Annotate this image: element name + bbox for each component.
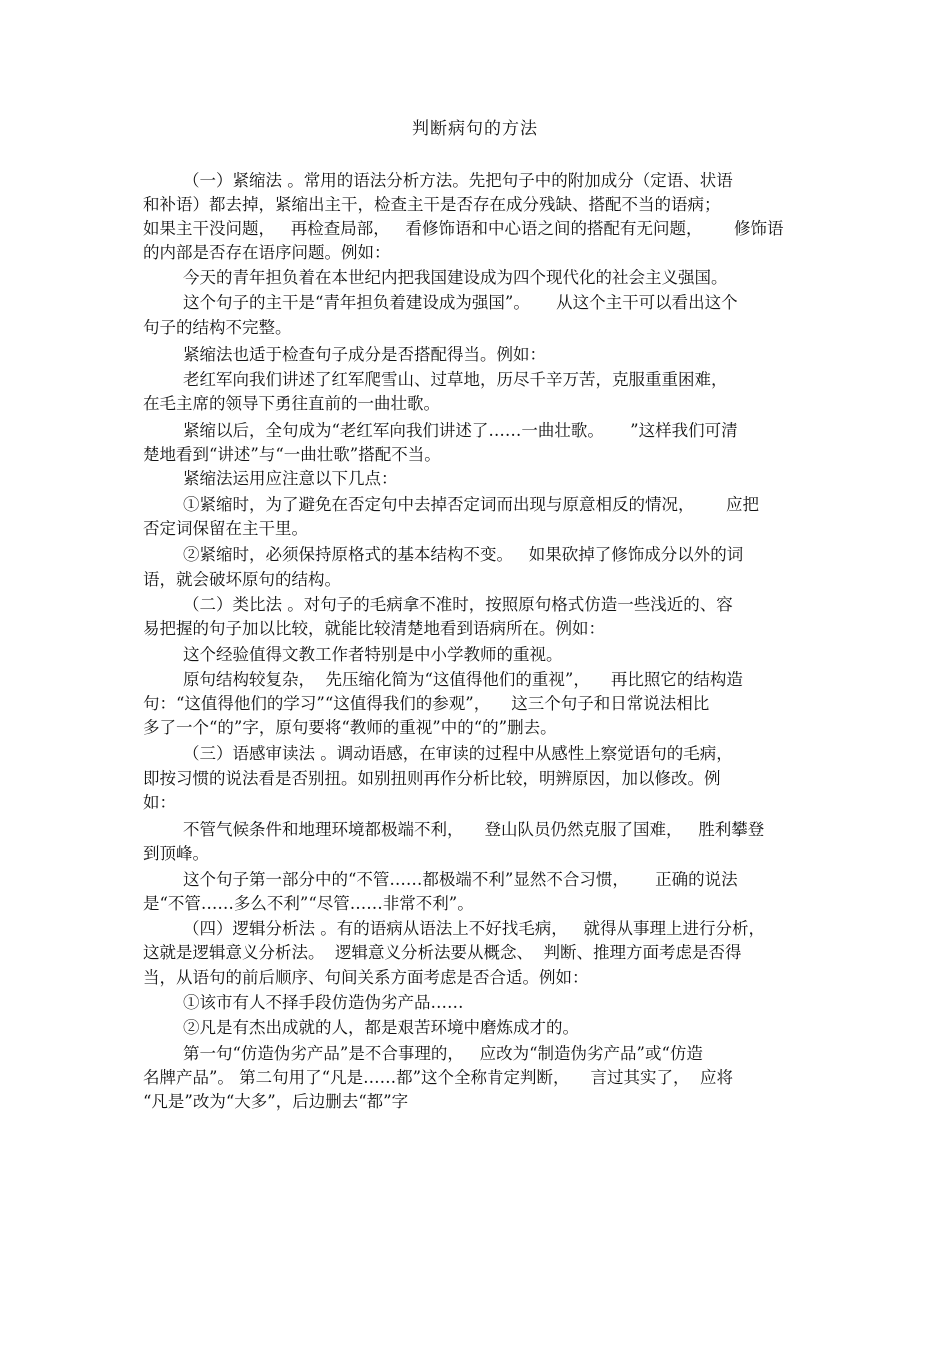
text-line: ①紧缩时，为了避免在否定句中去掉否定词而出现与原意相反的情况， 应把 — [183, 495, 759, 514]
text-line: 这个句子的主干是“青年担负着建设成为强国”。 从这个主干可以看出这个 — [183, 293, 738, 312]
text-line: 是“不管……多么不利”“尽管……非常不利”。 — [143, 894, 474, 913]
text-line: ①该市有人不择手段仿造伪劣产品…… — [183, 993, 464, 1012]
text-line: 当，从语句的前后顺序、句间关系方面考虑是否合适。例如： — [143, 968, 589, 987]
page-title: 判断病句的方法 — [412, 119, 538, 139]
text-line: 到顶峰。 — [143, 844, 209, 863]
text-line: 句子的结构不完整。 — [143, 318, 292, 337]
text-line: 易把握的句子加以比较，就能比较清楚地看到语病所在。例如： — [143, 619, 605, 638]
text-line: 不管气候条件和地理环境都极端不利， 登山队员仍然克服了国难， 胜利攀登 — [183, 820, 765, 839]
text-line: （二）类比法 。对句子的毛病拿不准时，按照原句格式仿造一些浅近的、容 — [183, 595, 733, 614]
text-line: 老红军向我们讲述了红军爬雪山、过草地，历尽千辛万苦，克服重重困难， — [183, 370, 728, 389]
text-line: 如： — [143, 793, 176, 812]
text-line: 即按习惯的说法看是否别扭。如别扭则再作分析比较，明辨原因，加以修改。例 — [143, 769, 721, 788]
text-line: （三）语感审读法 。调动语感，在审读的过程中从感性上察觉语句的毛病， — [183, 744, 733, 763]
text-line: 句：“这值得他们的学习”“这值得我们的参观”， 这三个句子和日常说法相比 — [143, 694, 710, 713]
text-line: 这个经验值得文教工作者特别是中小学教师的重视。 — [183, 645, 563, 664]
text-line: 名牌产品”。 第二句用了“凡是……都”这个全称肯定判断， 言过其实了， 应将 — [143, 1068, 734, 1087]
text-line: “凡是”改为“大多”，后边删去“都”字 — [143, 1092, 409, 1111]
text-line: 和补语）都去掉，紧缩出主干，检查主干是否存在成分残缺、搭配不当的语病； — [143, 195, 721, 214]
text-line: 否定词保留在主干里。 — [143, 519, 308, 538]
text-line: ②凡是有杰出成就的人，都是艰苦环境中磨炼成才的。 — [183, 1018, 579, 1037]
text-line: （一）紧缩法 。常用的语法分析方法。先把句子中的附加成分（定语、状语 — [183, 171, 733, 190]
text-line: 紧缩法也适于检查句子成分是否搭配得当。例如： — [183, 345, 546, 364]
text-line: 在毛主席的领导下勇往直前的一曲壮歌。 — [143, 394, 440, 413]
text-line: 第一句“仿造伪劣产品”是不合事理的， 应改为“制造伪劣产品”或“仿造 — [183, 1044, 703, 1063]
text-line: 的内部是否存在语序问题。例如： — [143, 243, 391, 262]
text-line: ②紧缩时，必须保持原格式的基本结构不变。 如果砍掉了修饰成分以外的词 — [183, 545, 744, 564]
text-line: 紧缩以后，全句成为“老红军向我们讲述了……一曲壮歌。 ”这样我们可清 — [183, 421, 738, 440]
text-line: （四）逻辑分析法 。有的语病从语法上不好找毛病， 就得从事理上进行分析， — [183, 919, 765, 938]
text-line: 如果主干没问题， 再检查局部， 看修饰语和中心语之间的搭配有无问题， 修饰语 — [143, 219, 784, 238]
text-line: 语，就会破坏原句的结构。 — [143, 570, 341, 589]
text-line: 这个句子第一部分中的“不管……都极端不利”显然不合习惯， 正确的说法 — [183, 870, 738, 889]
text-line: 楚地看到“讲述”与“一曲壮歌”搭配不当。 — [143, 445, 441, 464]
text-line: 紧缩法运用应注意以下几点： — [183, 469, 398, 488]
text-line: 多了一个“的”字，原句要将“教师的重视”中的“的”删去。 — [143, 718, 557, 737]
text-line: 原句结构较复杂， 先压缩化简为“这值得他们的重视”， 再比照它的结构造 — [183, 670, 743, 689]
text-line: 今天的青年担负着在本世纪内把我国建设成为四个现代化的社会主义强国。 — [183, 268, 728, 287]
text-line: 这就是逻辑意义分析法。 逻辑意义分析法要从概念、 判断、推理方面考虑是否得 — [143, 943, 742, 962]
